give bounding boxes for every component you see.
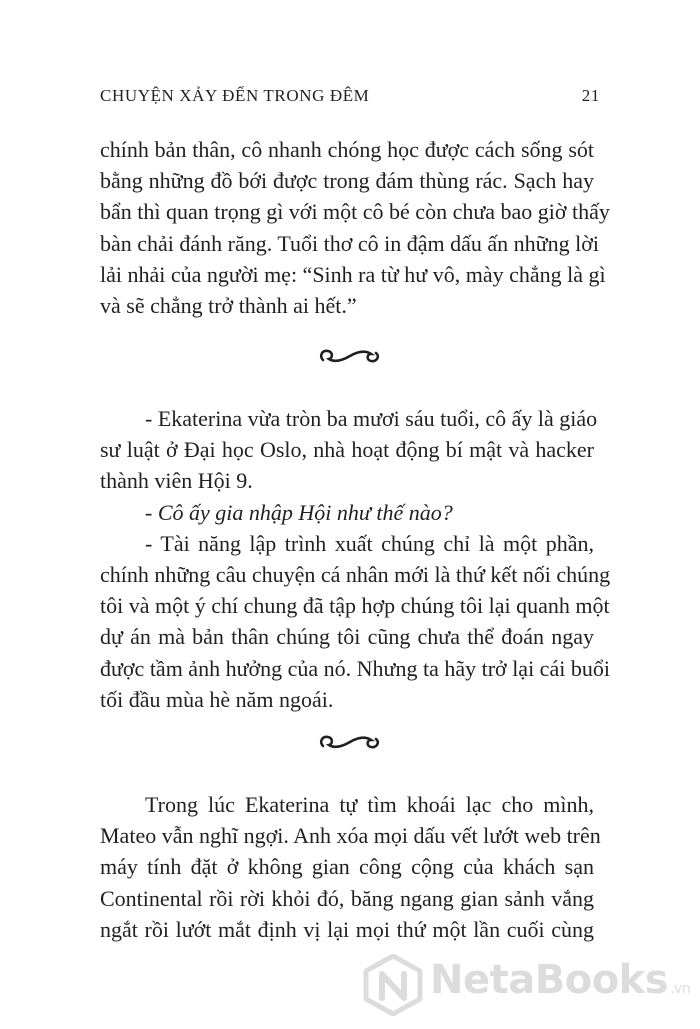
section-break-ornament-icon: [317, 730, 383, 756]
text-line: lải nhải của người mẹ: “Sinh ra từ hư vô, mày chẳng là gì: [100, 261, 606, 287]
page-number: 21: [581, 86, 600, 105]
text-line: tối đầu mùa hè năm ngoái.: [100, 686, 334, 712]
text-line: - Tài năng lập trình xuất chúng chỉ là một phần,: [145, 530, 594, 556]
text-line: tôi và một ý chí chung đã tập hợp chúng tôi lại quanh một: [100, 593, 610, 619]
watermark-text: [430, 957, 690, 1003]
running-header: [100, 86, 600, 106]
text-line: chính những câu chuyện cá nhân mới là thứ kết nối chúng: [100, 562, 611, 588]
text-line: được tầm ảnh hưởng của nó. Nhưng ta hãy trở lại cái buổi: [100, 655, 610, 681]
text-line: và sẽ chẳng trở thành ai hết.”: [100, 293, 357, 319]
netabooks-logo-icon: [362, 954, 424, 1016]
text-line: bẩn thì quan trọng gì với một cô bé còn chưa bao giờ thấy: [100, 199, 610, 225]
text-line: sư luật ở Đại học Oslo, nhà hoạt động bí mật và hacker: [100, 437, 594, 463]
text-line: chính bản thân, cô nhanh chóng học được cách sống sót: [100, 137, 594, 162]
text-line: dự án mà bản thân chúng tôi cũng chưa thể đoán ngay: [100, 624, 594, 650]
section-2-dialogue: [100, 403, 611, 715]
watermark-brand: NetaBooks: [430, 957, 669, 1003]
text-line: Mateo vẫn nghĩ ngợi. Anh xóa mọi dấu vết lướt web trên: [100, 823, 601, 849]
text-line: máy tính đặt ở không gian công cộng của khách sạn: [100, 854, 594, 880]
text-line: bằng những đồ bới được trong đám thùng rác. Sạch hay: [100, 168, 594, 194]
section-break-ornament-icon: [317, 344, 383, 370]
watermark-suffix: .vn: [670, 981, 691, 997]
text-line: ngắt rồi lướt mắt định vị lại mọi thứ một lần cuối cùng: [100, 916, 594, 942]
section-1-paragraph: [100, 134, 610, 321]
text-line: bàn chải đánh răng. Tuổi thơ cô in đậm dấu ấn những lời: [100, 230, 599, 256]
text-line: Continental rồi rời khỏi đó, băng ngang gian sảnh vắng: [100, 885, 594, 911]
chapter-title: CHUYỆN XẢY ĐẾN TRONG ĐÊM: [100, 86, 370, 105]
question-line: - Cô ấy gia nhập Hội như thế nào?: [145, 499, 453, 525]
text-line: thành viên Hội 9.: [100, 468, 253, 494]
text-line: Trong lúc Ekaterina tự tìm khoái lạc cho mình,: [145, 792, 594, 817]
netabooks-watermark: [362, 952, 692, 1018]
section-3-paragraph: [100, 789, 601, 945]
text-line: - Ekaterina vừa tròn ba mươi sáu tuổi, cô ấy là giáo: [145, 406, 598, 431]
